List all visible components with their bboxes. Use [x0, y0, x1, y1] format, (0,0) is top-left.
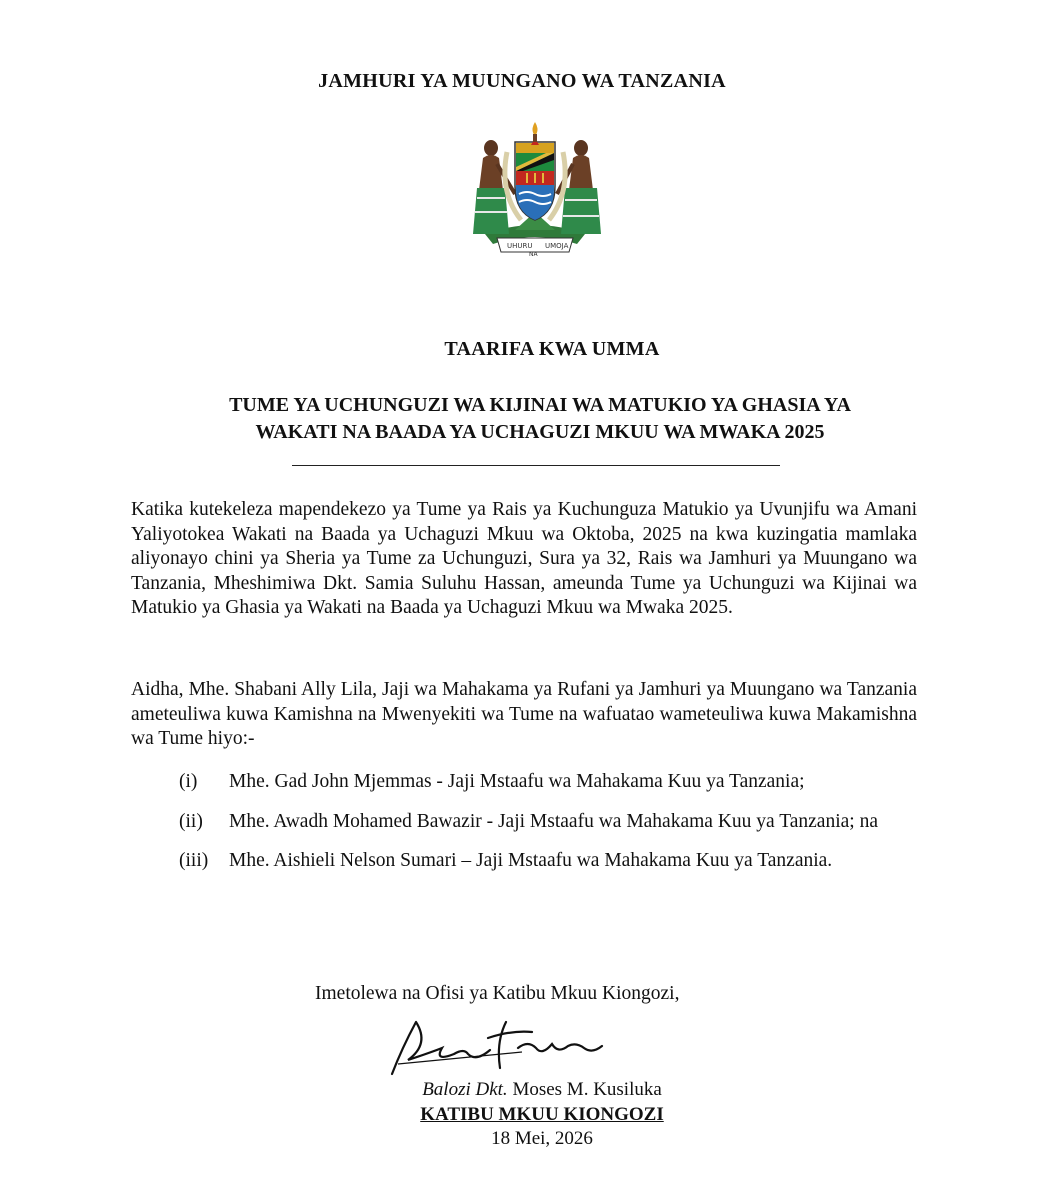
- commissioners-list: [131, 770, 917, 874]
- heading-divider: [292, 465, 780, 466]
- list-item: [131, 810, 917, 835]
- subject-line-1: TUME YA UCHUNGUZI WA KIJINAI WA MATUKIO YA GHASIA YA: [229, 394, 851, 416]
- motto-center: NA: [529, 251, 538, 258]
- country-heading: JAMHURI YA MUUNGANO WA TANZANIA: [318, 70, 726, 92]
- coat-of-arms-icon: [457, 112, 613, 260]
- body-paragraph-1: Katika kutekeleza mapendekezo ya Tume ya Rais ya Kuchunguza Matukio ya Uvunjifu wa Amani Yaliyotokea Wakati na Baada ya Uchaguzi Mkuu wa Oktoba, 2025 na kwa kuzingatia mamlaka aliyonayo chini ya Sheria ya Tume za Uchunguzi, Sura ya 32, Rais wa Jamhuri ya Muungano wa Tanzania, Mheshimiwa Dkt. Samia Suluhu Hassan, ameunda Tume ya Uchunguzi wa Kijinai wa Matukio ya Ghasia ya Wakati na Baada ya Uchaguzi Mkuu wa Mwaka 2025.: [131, 499, 917, 618]
- signer-name-line: [0, 1079, 1044, 1101]
- signature-icon: [372, 1008, 612, 1082]
- signer-office-text: KATIBU MKUU KIONGOZI: [420, 1104, 664, 1125]
- list-item-text: Mhe. Gad John Mjemmas - Jaji Mstaafu wa Mahakama Kuu ya Tanzania;: [229, 771, 805, 792]
- subject-heading: [150, 392, 930, 446]
- list-item-number: (i): [179, 771, 198, 792]
- signer-title: Balozi Dkt.: [422, 1079, 508, 1100]
- motto-right: UMOJA: [545, 242, 569, 250]
- body-paragraph-2: Aidha, Mhe. Shabani Ally Lila, Jaji wa Mahakama ya Rufani ya Jamhuri ya Muungano wa Tanzania ameteuliwa kuwa Kamishna na Mwenyekiti wa Tume na wafuatao wameteuliwa kuwa Makamishna wa Tume hiyo:-: [131, 679, 917, 749]
- list-item-text: Mhe. Awadh Mohamed Bawazir - Jaji Mstaafu wa Mahakama Kuu ya Tanzania; na: [229, 810, 878, 832]
- issued-by: Imetolewa na Ofisi ya Katibu Mkuu Kiongozi,: [315, 983, 680, 1004]
- issue-date: 18 Mei, 2026: [491, 1128, 593, 1149]
- list-item-number: (iii): [179, 850, 209, 871]
- list-item-text: Mhe. Aishieli Nelson Sumari – Jaji Mstaafu wa Mahakama Kuu ya Tanzania.: [229, 850, 833, 871]
- subject-line-2: WAKATI NA BAADA YA UCHAGUZI MKUU WA MWAKA 2025: [255, 421, 825, 443]
- list-item: [131, 770, 917, 795]
- signer-name: Moses M. Kusiluka: [512, 1079, 662, 1100]
- release-title: TAARIFA KWA UMMA: [444, 338, 660, 360]
- motto-left: UHURU: [507, 242, 533, 250]
- signer-office: [0, 1104, 1044, 1126]
- list-item: [131, 849, 917, 874]
- list-item-number: (ii): [179, 810, 203, 832]
